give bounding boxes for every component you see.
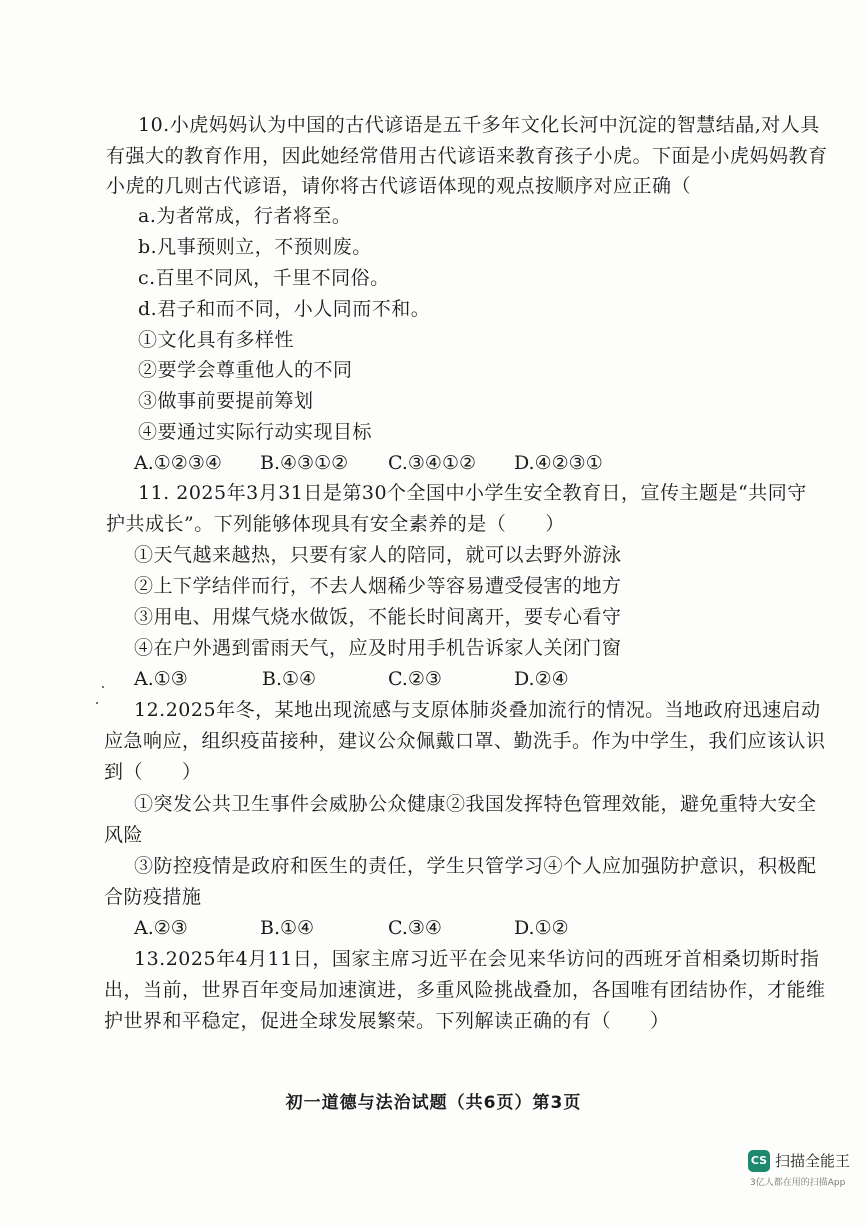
scanner-logo-icon: CS bbox=[748, 1150, 770, 1172]
q12-line-3: 到（ ） bbox=[104, 761, 202, 783]
q12-line-2: 应急响应，组织疫苗接种，建议公众佩戴口罩、勤洗手。作为中学生，我们应该认识 bbox=[104, 730, 826, 752]
scan-speck bbox=[102, 686, 104, 688]
page-footer: 初一道德与法治试题（共6页）第3页 bbox=[285, 1093, 582, 1113]
q12-line-1: 12.2025年冬，某地出现流感与支原体肺炎叠加流行的情况。当地政府迅速启动 bbox=[134, 699, 821, 721]
q12-option-b: B.①④ bbox=[260, 917, 315, 939]
q10-item: ③做事前要提前筹划 bbox=[138, 390, 314, 412]
q12-item: 风险 bbox=[104, 824, 144, 846]
q12-item: ①突发公共卫生事件会威胁公众健康②我国发挥特色管理效能，避免重特大安全 bbox=[134, 793, 817, 815]
q12-item: ③防控疫情是政府和医生的责任，学生只管学习④个人应加强防护意识，积极配 bbox=[134, 855, 817, 877]
q11-item: ③用电、用煤气烧水做饭，不能长时间离开，要专心看守 bbox=[134, 606, 622, 628]
q11-option-a: A.①③ bbox=[134, 668, 188, 690]
q13-line-3: 护世界和平稳定，促进全球发展繁荣。下列解读正确的有（ ） bbox=[104, 1010, 670, 1032]
q10-line-2: 有强大的教育作用，因此她经常借用古代谚语来教育孩子小虎。下面是小虎妈妈教育 bbox=[106, 145, 828, 167]
q10-option-a: A.①②③④ bbox=[134, 452, 222, 474]
scan-speck bbox=[96, 702, 98, 704]
q10-item: ④要通过实际行动实现目标 bbox=[138, 421, 373, 443]
q12-option-c: C.③④ bbox=[388, 917, 442, 939]
q10-item: c.百里不同风，千里不同俗。 bbox=[138, 267, 390, 289]
q10-item: b.凡事预则立，不预则废。 bbox=[138, 236, 372, 258]
q12-item: 合防疫措施 bbox=[104, 886, 202, 908]
q10-item: ①文化具有多样性 bbox=[138, 329, 295, 351]
q10-item: ②要学会尊重他人的不同 bbox=[138, 359, 353, 381]
q10-item: a.为者常成，行者将至。 bbox=[138, 205, 352, 227]
q11-item: ①天气越来越热，只要有家人的陪同，就可以去野外游泳 bbox=[134, 544, 622, 566]
q13-line-2: 出，当前，世界百年变局加速演进，多重风险挑战叠加，各国唯有团结协作，才能维 bbox=[104, 979, 826, 1001]
q11-option-b: B.①④ bbox=[262, 668, 317, 690]
q12-option-d: D.①② bbox=[514, 917, 569, 939]
q11-option-c: C.②③ bbox=[388, 668, 442, 690]
q10-option-c: C.③④①② bbox=[388, 452, 477, 474]
q11-item: ②上下学结伴而行，不去人烟稀少等容易遭受侵害的地方 bbox=[134, 575, 622, 597]
q11-line-2: 护共成长”。下列能够体现具有安全素养的是（ ） bbox=[106, 513, 565, 535]
q11-item: ④在户外遇到雷雨天气，应及时用手机告诉家人关闭门窗 bbox=[134, 637, 622, 659]
scanner-app-name: 扫描全能王 bbox=[775, 1152, 851, 1170]
q10-item: d.君子和而不同，小人同而不和。 bbox=[138, 298, 431, 320]
q13-line-1: 13.2025年4月11日，国家主席习近平在会见来华访问的西班牙首相桑切斯时指 bbox=[134, 948, 820, 970]
q10-option-d: D.④②③① bbox=[514, 452, 603, 474]
q12-option-a: A.②③ bbox=[134, 917, 188, 939]
q10-option-b: B.④③①② bbox=[260, 452, 349, 474]
scanner-watermark bbox=[748, 1150, 860, 1220]
q11-option-d: D.②④ bbox=[514, 668, 569, 690]
scanner-tagline: 3亿人都在用的扫描App bbox=[750, 1178, 846, 1188]
q10-line-3: 小虎的几则古代谚语，请你将古代谚语体现的观点按顺序对应正确（ bbox=[106, 175, 692, 197]
q10-line-1: 10.小虎妈妈认为中国的古代谚语是五千多年文化长河中沉淀的智慧结晶,对人具 bbox=[138, 114, 820, 136]
q11-line-1: 11. 2025年3月31日是第30个全国中小学生安全教育日，宣传主题是“共同守 bbox=[138, 482, 807, 504]
